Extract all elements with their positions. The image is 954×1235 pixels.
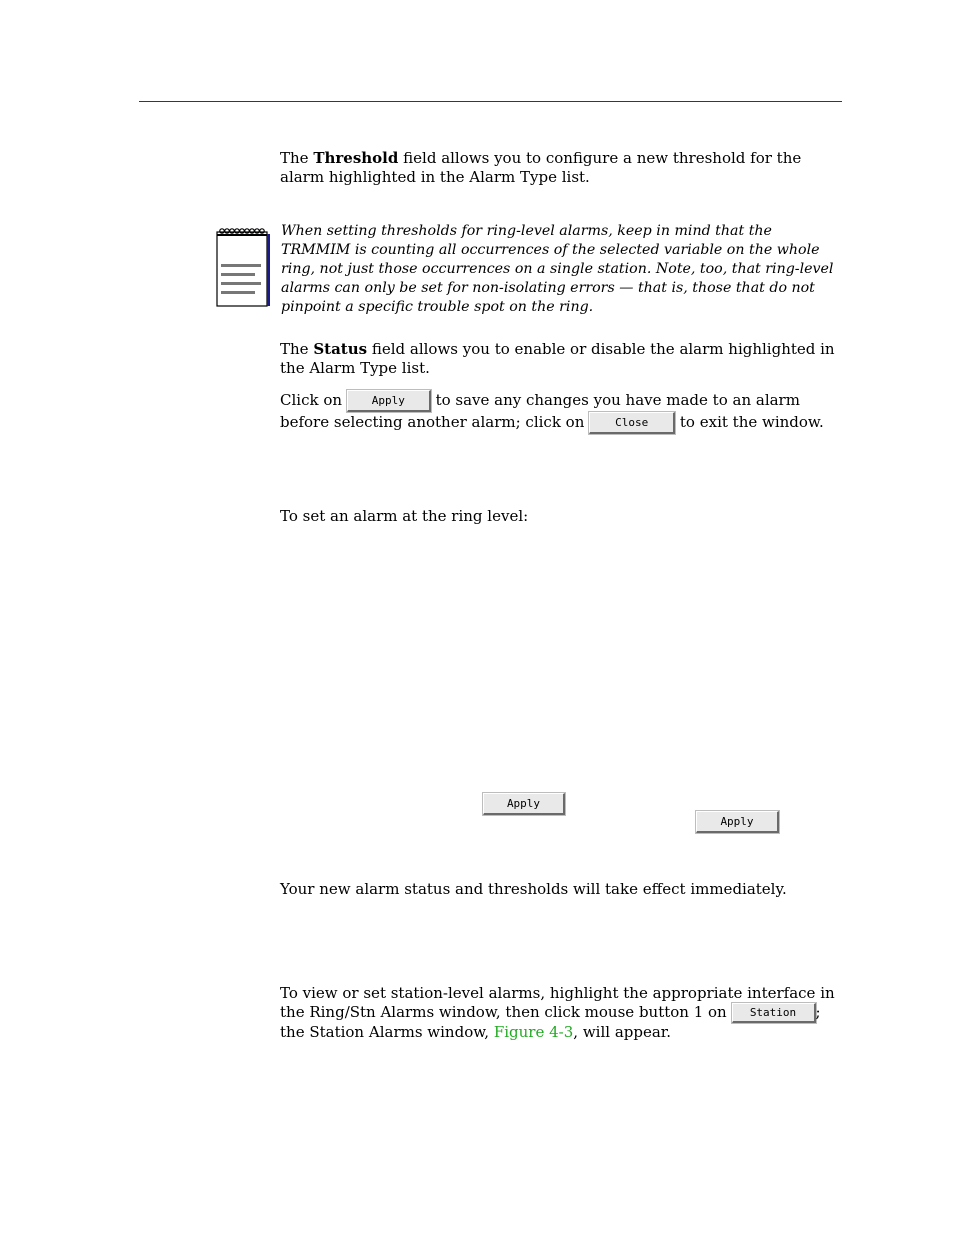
header-rule <box>139 101 842 102</box>
threshold-term: Threshold <box>313 149 399 167</box>
text: to save any changes you have made to an alarm before selecting another alarm; click on <box>280 391 800 431</box>
text: Click on <box>280 391 347 409</box>
close-button[interactable]: Close <box>589 412 675 434</box>
apply-button-step[interactable]: Apply <box>483 793 565 815</box>
status-term: Status <box>313 340 368 358</box>
notepad-icon <box>215 226 271 308</box>
text: The <box>280 340 314 358</box>
note-text: When setting thresholds for ring-level alarms, keep in mind that the TRMMIM is counting all occurrences of the selected variable on the whole ring, not just those occurrences on a single station. Note, too, that ring-level alarms can only be set for non-isolating errors — that is, those that do not pinpoint a specific trouble spot on the ring. <box>281 223 834 315</box>
ring-level-intro: To set an alarm at the ring level: <box>280 507 529 525</box>
figure-4-3-link[interactable]: Figure 4-3 <box>493 1023 574 1041</box>
threshold-paragraph <box>280 149 842 187</box>
text: field allows you to enable or disable the alarm highlighted in the Alarm Type list. <box>280 340 835 377</box>
text: The <box>280 149 314 167</box>
effect-paragraph: Your new alarm status and thresholds will take effect immediately. <box>280 880 787 898</box>
status-paragraph <box>280 340 842 378</box>
apply-button-step-2[interactable]: Apply <box>696 811 779 833</box>
apply-button[interactable]: Apply <box>347 390 431 412</box>
text: To view or set station-level alarms, highlight the appropriate interface in the Ring/Stn Alarms window, then click mouse button 1 on <box>280 984 835 1021</box>
text: ; the Station Alarms window, <box>280 1003 821 1041</box>
station-button[interactable]: Station <box>732 1003 816 1023</box>
station-paragraph <box>280 984 842 1042</box>
apply-close-paragraph <box>280 390 842 434</box>
text: field allows you to configure a new threshold for the alarm highlighted in the Alarm Type list. <box>280 149 802 186</box>
text: , will appear. <box>573 1023 672 1041</box>
text: to exit the window. <box>675 413 824 431</box>
